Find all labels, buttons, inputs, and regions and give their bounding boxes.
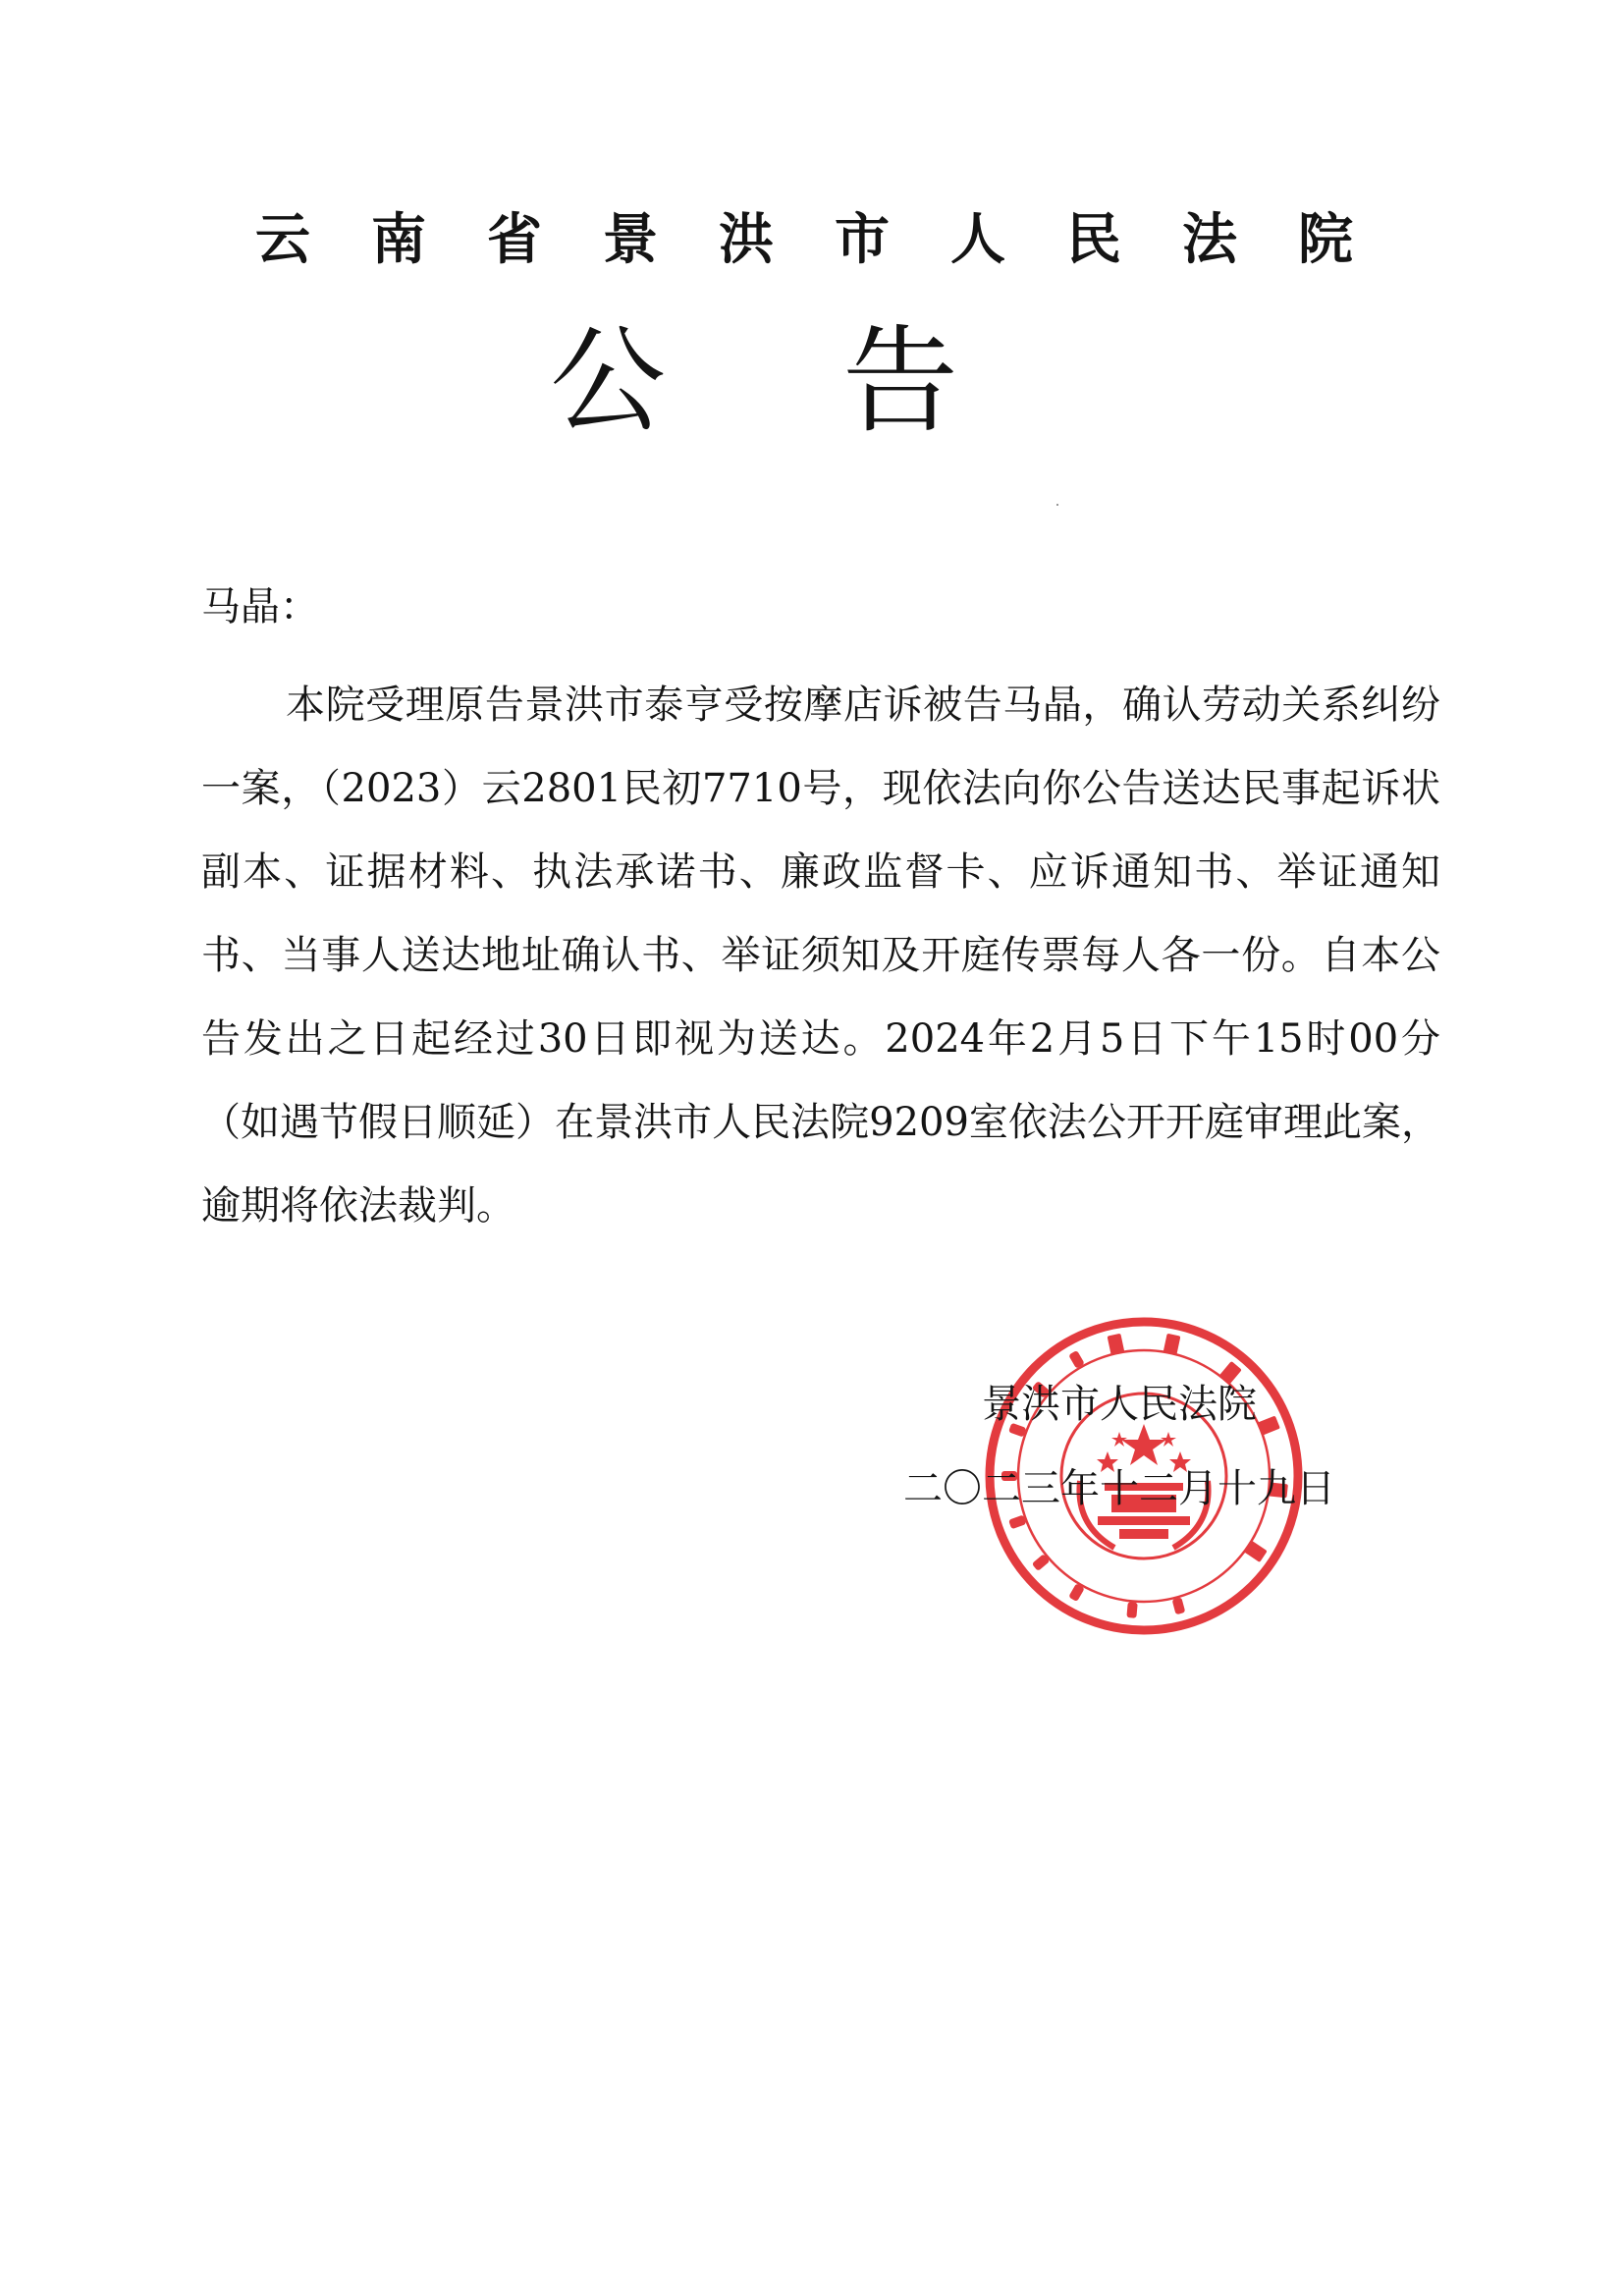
notice-body: 本院受理原告景洪市泰亨受按摩店诉被告马晶，确认劳动关系纠纷一案，（2023）云2801民初7710号，现依法向你公告送达民事起诉状副本、证据材料、执法承诺书、廉政监督卡、应诉通知书、举证通知书、当事人送达地址确认书、举证须知及开庭传票每人各一份。自本公告发出之日起经过30日即视为送达。2024年2月5日下午15时00分（如遇节假日顺延）在景洪市人民法院9209室依法公开开庭审理此案，逾期将依法裁判。 — [201, 683, 1440, 1229]
court-name-heading: 云南省景洪市人民法院 — [255, 208, 1414, 272]
addressee: 马晶： — [201, 584, 319, 629]
signature-court: 景洪市人民法院 — [982, 1382, 1257, 1427]
document-title: 公告 — [550, 313, 1136, 449]
signature-date: 二〇二三年十二月十九日 — [903, 1466, 1335, 1511]
scan-speck — [1056, 504, 1058, 506]
